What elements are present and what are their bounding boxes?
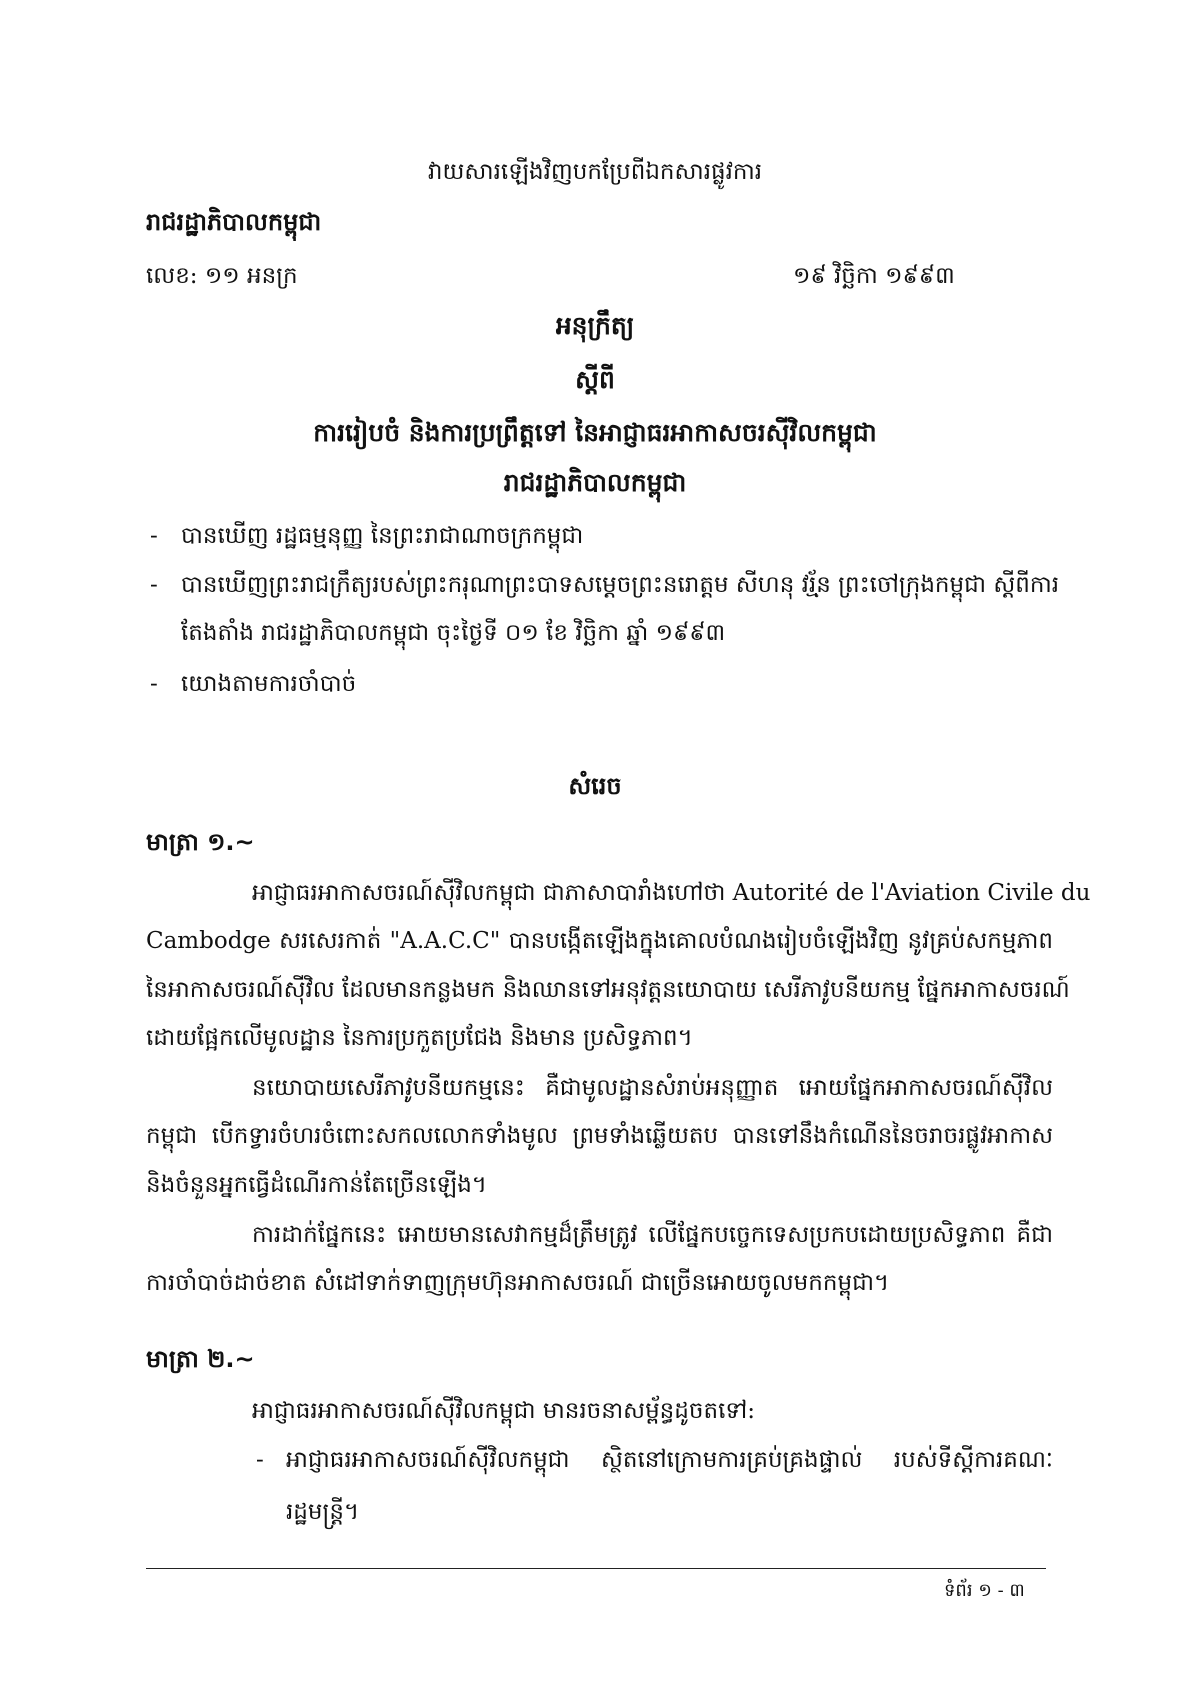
preamble-item-royal-decree-cont: តែងតាំង រាជរដ្ឋាភិបាលកម្ពុជា ចុះថ្ងៃទី ០១ ខែ វិច្ឆិកា ឆ្នាំ ១៩៩៣ [181, 620, 726, 646]
bullet-dash: - [150, 523, 158, 549]
article-1-paragraph-1-line-4: ដោយផ្អែកលើមូលដ្ឋាន នៃការប្រកួតប្រជែង និងមាន ប្រសិទ្ធភាព។ [146, 1025, 693, 1051]
article-1-paragraph-2-line-1: នយោបាយសេរីភាវូបនីយកម្មនេះ គឺជាមូលដ្ឋានសំរាប់អនុញ្ញាត អោយផ្នែកអាកាសចរណ៍ស៊ីវិល [252, 1075, 1053, 1101]
bullet-dash: - [256, 1447, 264, 1473]
decision-heading: សំរេច [568, 772, 622, 800]
decree-date: ១៩ វិច្ឆិកា ១៩៩៣ [793, 263, 955, 289]
title-sub-decree: អនុក្រឹត្យ [555, 311, 635, 340]
page-number: ទំព័រ ១ - ៣ [944, 1580, 1025, 1601]
decree-number: លេខ: ១១ អនក្រ [146, 263, 298, 289]
article-1-paragraph-1-line-2: Cambodge សរសេរកាត់ "A.A.C.C" បានបង្កើតឡើងក្នុងគោលបំណងរៀបចំឡើងវិញ នូវគ្រប់សកម្មភាព [146, 928, 1053, 954]
issuer-name: រាជរដ្ឋាភិបាលកម្ពុជា [146, 208, 322, 236]
article-1-paragraph-1-line-3: នៃអាកាសចរណ៍ស៊ីវិល ដែលមានកន្លងមក និងឈានទៅអនុវត្តនយោបាយ សេរីភាវូបនីយកម្ម ផ្នែកអាកាសចរណ៍ [146, 977, 1070, 1003]
preamble-item-royal-decree: បានឃើញព្រះរាជក្រឹត្យរបស់ព្រះករុណាព្រះបាទសម្តេចព្រះនរោត្តម សីហនុ វរ្ម័ន ព្រះចៅក្រុងកម្ពុជា ស្តីពីការ [181, 572, 1060, 598]
article-1-paragraph-2-line-3: និងចំនួនអ្នកធ្វើដំណើរកាន់តែច្រើនឡើង។ [146, 1172, 487, 1198]
article-1-paragraph-3-line-1: ការដាក់ផ្នែកនេះ អោយមានសេវាកម្មដ៏ត្រឹមត្រូវ លើផ្នែកបច្ចេកទេសប្រកបដោយប្រសិទ្ធភាព គឺជា [252, 1222, 1053, 1248]
official-translation-note: វាយសារឡើងវិញបកប្រែពីឯកសារផ្លូវការ [427, 159, 763, 185]
footer-divider [146, 1568, 1046, 1569]
article-2-item-1-line-1: អាជ្ញាធរអាកាសចរណ៍ស៊ីវិលកម្ពុជា ស្ថិតនៅក្រោមការគ្រប់គ្រងផ្ទាល់ របស់ទីស្តីការគណៈ [286, 1447, 1053, 1473]
title-government: រាជរដ្ឋាភិបាលកម្ពុជា [503, 468, 687, 497]
preamble-item-necessity: យោងតាមការចាំបាច់ [181, 671, 357, 697]
title-subject: ការរៀបចំ និងការប្រព្រឹត្តទៅ នៃអាជ្ញាធរអាកាសចរស៊ីវិលកម្ពុជា [313, 418, 877, 447]
article-1-paragraph-3-line-2: ការចាំបាច់ដាច់ខាត សំដៅទាក់ទាញក្រុមហ៊ុនអាកាសចរណ៍ ជាច្រើនអោយចូលមកកម្ពុជា។ [146, 1270, 890, 1296]
bullet-dash: - [150, 572, 158, 598]
article-1-heading: មាត្រា ១.~ [146, 828, 255, 856]
title-on: ស្តីពី [575, 365, 615, 394]
article-1-paragraph-1-line-1: អាជ្ញាធរអាកាសចរណ៍ស៊ីវិលកម្ពុជា ជាភាសាបារាំងហៅថា Autorité de l'Aviation Civile du [252, 880, 1091, 906]
preamble-item-constitution: បានឃើញ រដ្ឋធម្មនុញ្ញ នៃព្រះរាជាណាចក្រកម្ពុជា [181, 523, 584, 549]
article-2-heading: មាត្រា ២.~ [146, 1345, 255, 1373]
bullet-dash: - [150, 671, 158, 697]
article-1-paragraph-2-line-2: កម្ពុជា បើកទ្វារចំហរចំពោះសកលលោកទាំងមូល ព្រមទាំងឆ្លើយតប បានទៅនឹងកំណើននៃចរាចរផ្លូវអាកាស [146, 1123, 1053, 1149]
article-2-intro: អាជ្ញាធរអាកាសចរណ៍ស៊ីវិលកម្ពុជា មានរចនាសម្ព័ន្ធដូចតទៅ: [252, 1398, 756, 1424]
article-2-item-1-line-2: រដ្ឋមន្ត្រី។ [286, 1499, 360, 1525]
